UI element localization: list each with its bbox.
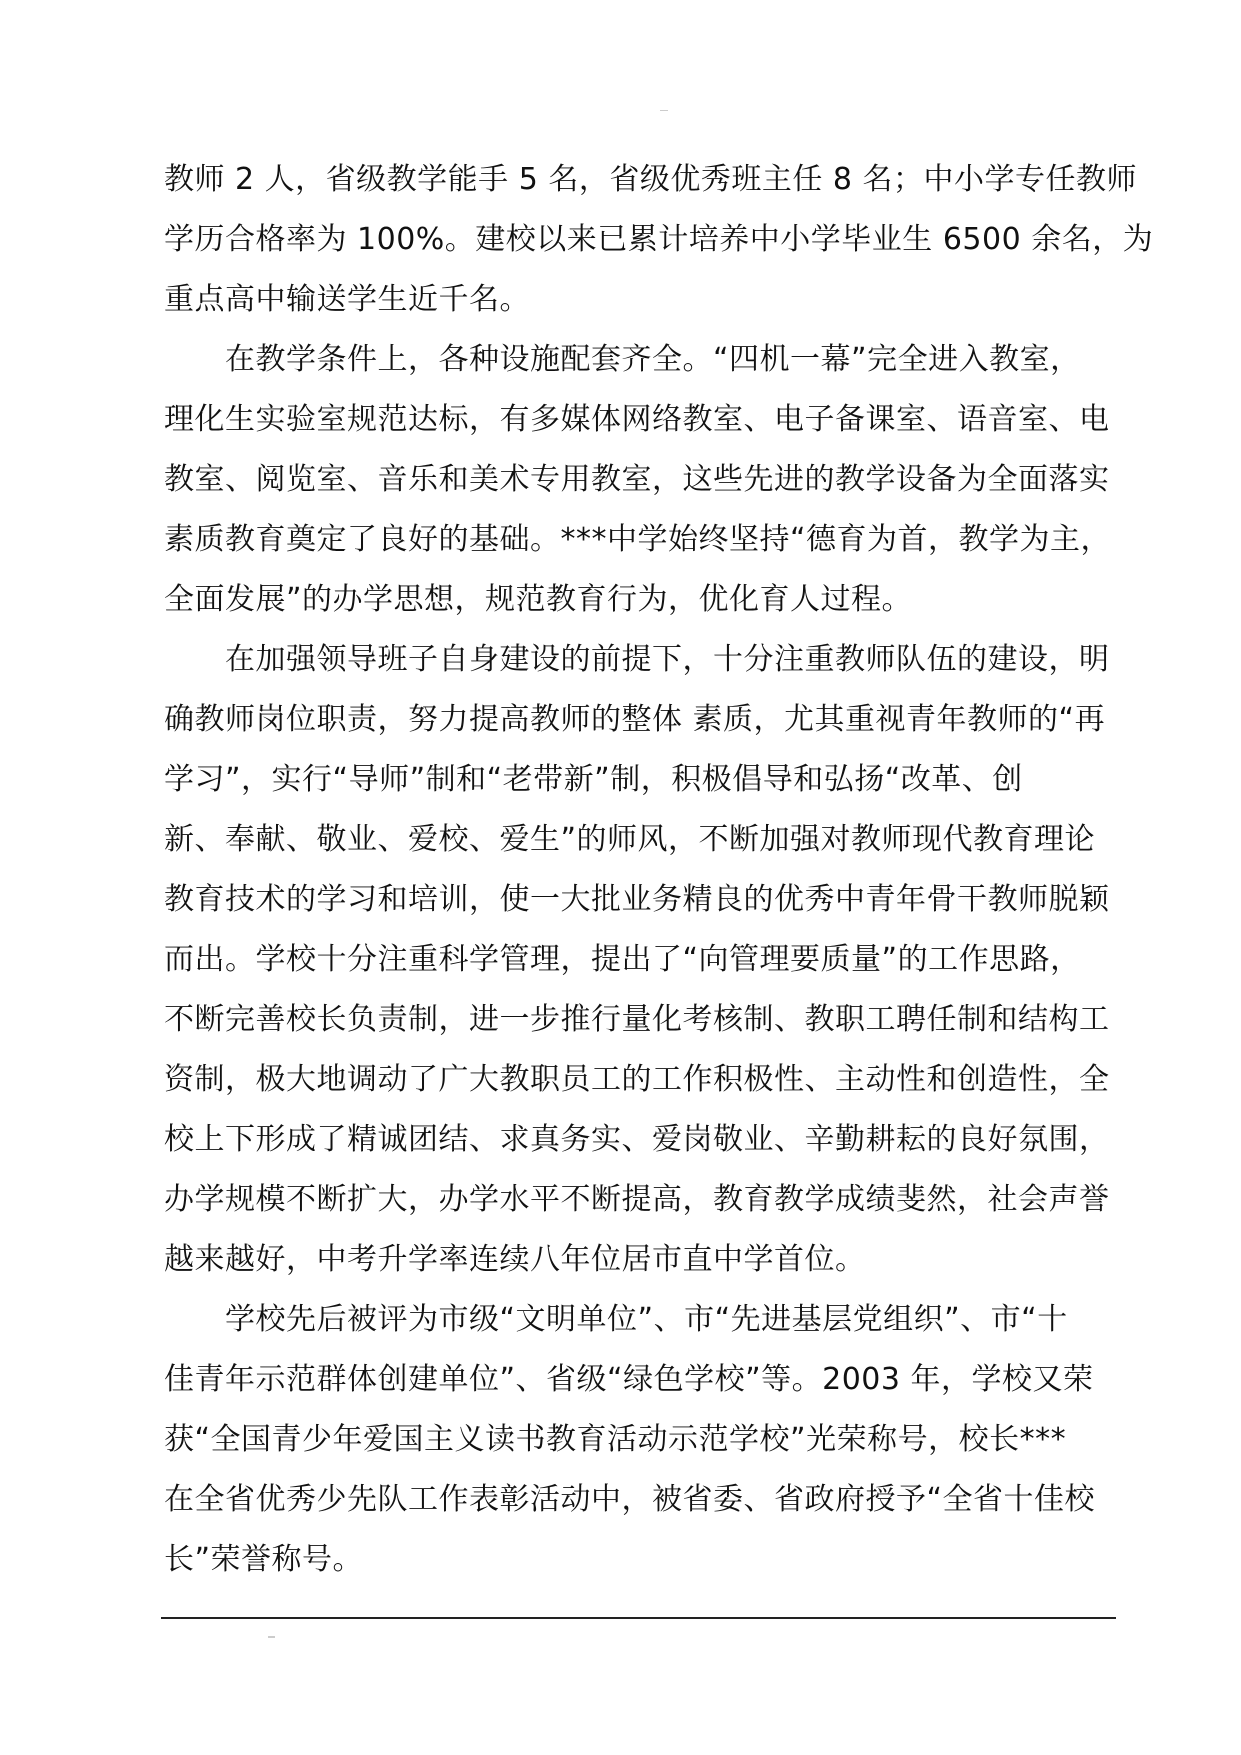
text-line: 长”荣誉称号。 (164, 1542, 364, 1577)
text-line: 资制，极大地调动了广大教职员工的工作积极性、主动性和创造性，全 (164, 1062, 1110, 1097)
text-line: 素质教育奠定了良好的基础。***中学始终坚持“德育为首，教学为主， (164, 522, 1112, 557)
text-line: 重点高中输送学生近千名。 (164, 282, 530, 317)
text-line: 新、奉献、敬业、爱校、爱生”的师风，不断加强对教师现代教育理论 (164, 822, 1096, 857)
text-line: 在全省优秀少先队工作表彰活动中，被省委、省政府授予“全省十佳校 (164, 1482, 1096, 1517)
text-line: 学历合格率为 100%。建校以来已累计培养中小学毕业生 6500 余名，为 (164, 222, 1154, 257)
text-line: 在加强领导班子自身建设的前提下，十分注重教师队伍的建设，明 (164, 642, 1110, 677)
text-line: 教师 2 人，省级教学能手 5 名，省级优秀班主任 8 名；中小学专任教师 (164, 162, 1137, 197)
text-line: 学习”，实行“导师”制和“老带新”制，积极倡导和弘扬“改革、创 (164, 762, 1023, 797)
text-line: 教育技术的学习和培训，使一大批业务精良的优秀中青年骨干教师脱颖 (164, 882, 1110, 917)
text-line: 理化生实验室规范达标，有多媒体网络教室、电子备课室、语音室、电 (164, 402, 1110, 437)
text-line: 在教学条件上，各种设施配套齐全。“四机一幕”完全进入教室， (164, 342, 1081, 377)
text-line: 不断完善校长负责制，进一步推行量化考核制、教职工聘任制和结构工 (164, 1002, 1110, 1037)
text-line: 学校先后被评为市级“文明单位”、市“先进基层党组织”、市“十 (164, 1302, 1068, 1337)
footer-mark (268, 1636, 275, 1638)
footer-divider (161, 1617, 1116, 1619)
header-mark (660, 110, 668, 111)
text-line: 校上下形成了精诚团结、求真务实、爱岗敬业、辛勤耕耘的良好氛围， (164, 1122, 1110, 1157)
text-line: 办学规模不断扩大，办学水平不断提高，教育教学成绩斐然，社会声誉 (164, 1182, 1110, 1217)
text-line: 而出。学校十分注重科学管理，提出了“向管理要质量”的工作思路， (164, 942, 1081, 977)
document-body (164, 150, 1154, 1590)
text-line: 获“全国青少年爱国主义读书教育活动示范学校”光荣称号，校长*** (164, 1422, 1067, 1457)
text-line: 确教师岗位职责，努力提高教师的整体 素质，尤其重视青年教师的“再 (164, 702, 1106, 737)
text-line: 全面发展”的办学思想，规范教育行为，优化育人过程。 (164, 582, 913, 617)
text-line: 佳青年示范群体创建单位”、省级“绿色学校”等。2003 年，学校又荣 (164, 1362, 1094, 1397)
text-line: 教室、阅览室、音乐和美术专用教室，这些先进的教学设备为全面落实 (164, 462, 1110, 497)
text-line: 越来越好，中考升学率连续八年位居市直中学首位。 (164, 1242, 866, 1277)
